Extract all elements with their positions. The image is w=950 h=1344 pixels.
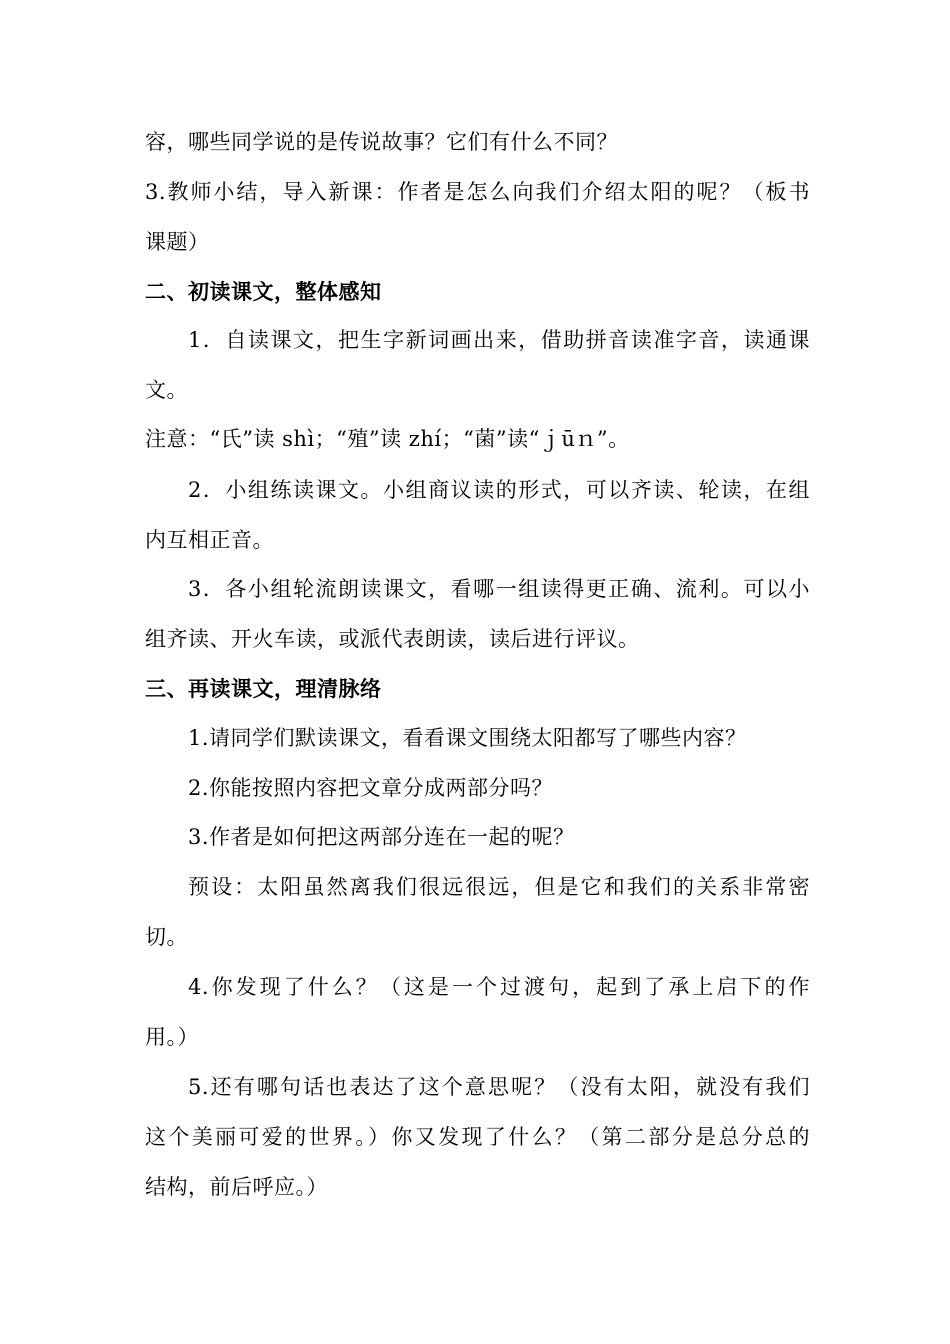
section-3-item-5: 5.还有哪句话也表达了这个意思呢？（没有太阳，就没有我们 — [188, 1075, 810, 1099]
section-3-item-1: 1.请同学们默读课文，看看课文围绕太阳都写了哪些内容？ — [188, 726, 747, 750]
section-3-preset-cont: 切。 — [145, 925, 188, 949]
section-3-heading: 三、再读课文，理清脉络 — [145, 677, 382, 701]
section-3-item-2: 2.你能按照内容把文章分成两部分吗？ — [188, 776, 554, 800]
section-2-item-2-cont: 内互相正音。 — [145, 528, 274, 552]
section-2-item-1: 1．自读课文，把生字新词画出来，借助拼音读准字音，读通课 — [188, 328, 810, 352]
step-3-teacher-summary-cont: 课题） — [145, 230, 210, 254]
section-2-item-3-cont: 组齐读、开火车读，或派代表朗读，读后进行评议。 — [145, 627, 640, 651]
step-3-teacher-summary: 3.教师小结，导入新课：作者是怎么向我们介绍太阳的呢？（板书 — [145, 180, 810, 204]
section-2-item-1-cont: 文。 — [145, 378, 188, 402]
section-2-heading: 二、初读课文，整体感知 — [145, 280, 382, 304]
section-3-preset: 预设：太阳虽然离我们很远很远，但是它和我们的关系非常密 — [188, 875, 810, 899]
pronunciation-note: 注意：“氏”读 shì；“殖”读 zhí；“菌”读“ｊūｎ”。 — [145, 427, 630, 451]
section-3-item-4: 4.你发现了什么？（这是一个过渡句，起到了承上启下的作 — [188, 975, 810, 999]
section-3-item-5-cont-1: 这个美丽可爱的世界。）你又发现了什么？（第二部分是总分总的 — [145, 1125, 810, 1149]
intro-question-continuation: 容，哪些同学说的是传说故事？它们有什么不同？ — [145, 130, 618, 154]
section-2-item-3: 3．各小组轮流朗读课文，看哪一组读得更正确、流利。可以小 — [188, 577, 810, 601]
section-3-item-5-cont-2: 结构，前后呼应。） — [145, 1175, 328, 1199]
section-3-item-4-cont: 用。） — [145, 1025, 199, 1049]
section-3-item-3: 3.作者是如何把这两部分连在一起的呢？ — [188, 825, 575, 849]
section-2-item-2: 2．小组练读课文。小组商议读的形式，可以齐读、轮读，在组 — [188, 478, 810, 502]
